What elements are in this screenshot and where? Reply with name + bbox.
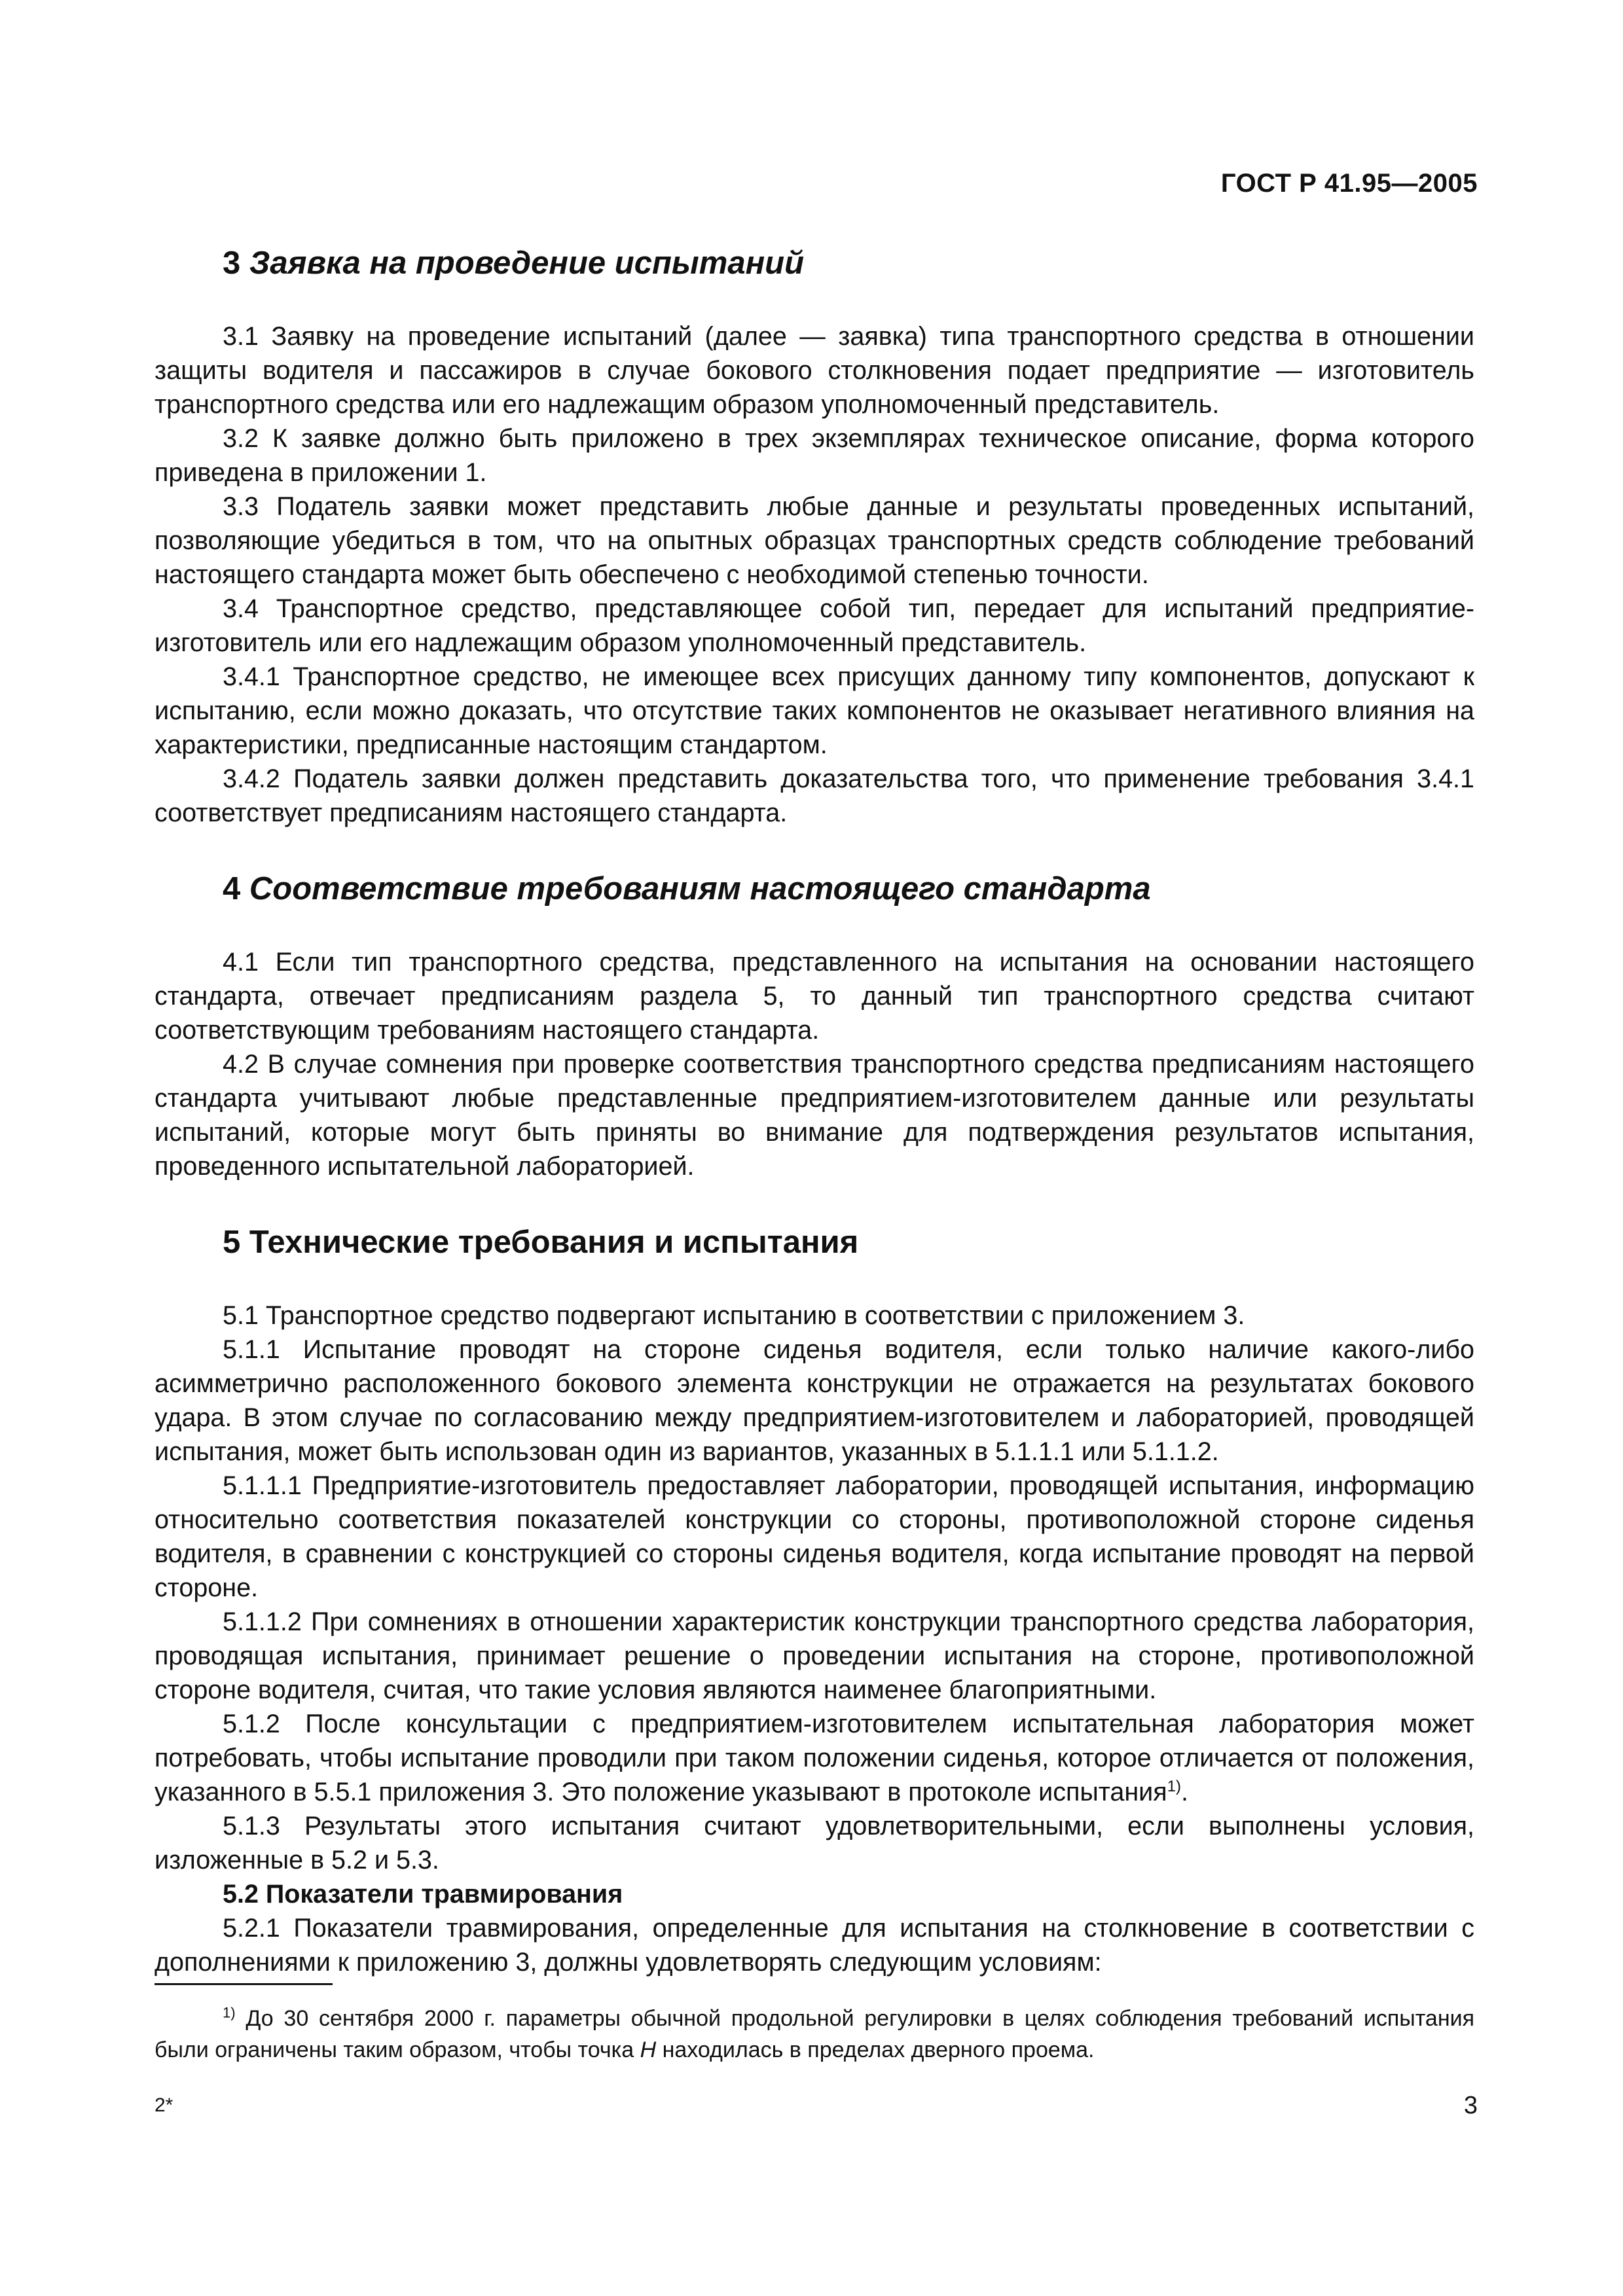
paragraph-5-1-1-1: 5.1.1.1 Предприятие-изготовитель предоставляет лаборатории, проводящей испытания, информацию относительно соответствия показателей конструкции со стороны, противоположной стороне сиденья водителя, в сравнении с конструкцией со стороны сиденья водителя, когда испытание проводят на первой стороне. [155, 1471, 1474, 1602]
section-3-title: Заявка на проведение испытаний [249, 245, 805, 281]
section-5-heading [155, 1223, 1474, 1262]
footnote [155, 2003, 1474, 2066]
paragraph-4-2: 4.2 В случае сомнения при проверке соответствия транспортного средства предписаниям настоящего стандарта учитывают любые представленные предприятием-изготовителем данные или результаты испытаний, которые могут быть приняты во внимание для подтверждения результатов испытания, проведенного испытательной лабораторией. [155, 1050, 1474, 1181]
paragraph-5-1: 5.1 Транспортное средство подвергают испытанию в соответствии с приложением 3. [223, 1301, 1245, 1330]
paragraph-5-1-1: 5.1.1 Испытание проводят на стороне сиденья водителя, если только наличие какого-либо асимметрично расположенного бокового элемента конструкции не отражается на результатах бокового удара. В этом случае по согласованию между предприятием-изготовителем и лабораторией, проводящей испытания, может быть использован один из вариантов, указанных в 5.1.1.1 или 5.1.1.2. [155, 1335, 1474, 1466]
paragraph-5-1-1-2: 5.1.1.2 При сомнениях в отношении характеристик конструкции транспортного средства лаборатория, проводящая испытания, принимает решение о проведении испытания на стороне, противоположной стороне водителя, считая, что такие условия являются наименее благоприятными. [155, 1607, 1474, 1704]
paragraph-3-4-1: 3.4.1 Транспортное средство, не имеющее всех присущих данному типу компонентов, допускают к испытанию, если можно доказать, что отсутствие таких компонентов не оказывает негативного влияния на характеристики, предписанные настоящим стандартом. [155, 662, 1474, 759]
section-5-title: Технические требования и испытания [249, 1225, 859, 1260]
subsection-5-2-heading: 5.2 Показатели травмирования [223, 1880, 623, 1909]
document-code: ГОСТ Р 41.95—2005 [1220, 169, 1478, 198]
section-4-title: Соответствие требованиям настоящего стандарта [249, 871, 1151, 906]
paragraph-5-1-2-text: 5.1.2 После консультации с предприятием-изготовителем испытательная лаборатория может потребовать, чтобы испытание проводили при таком положении сиденья, которое отличается от положения, указанного в 5.5.1 приложения 3. Это положение указывают в протоколе испытания [155, 1710, 1474, 1806]
footnote-point-h: H [640, 2037, 657, 2062]
paragraph-3-4: 3.4 Транспортное средство, представляющее собой тип, передает для испытаний предприятие-изготовитель или его надлежащим образом уполномоченный представитель. [155, 594, 1474, 657]
footnote-mark: 1) [223, 2004, 236, 2021]
footnote-text-a: До 30 сентября 2000 г. параметры обычной продольной регулировки в целях соблюдения требований испытания были ограничены таким образом, чтобы точка [155, 2006, 1474, 2062]
footnote-text-b: находилась в пределах дверного проема. [656, 2037, 1095, 2062]
page-content [155, 243, 1474, 1979]
section-3-heading [155, 243, 1474, 283]
sheet-mark: 2* [155, 2094, 173, 2116]
paragraph-4-1: 4.1 Если тип транспортного средства, представленного на испытания на основании настоящего стандарта, отвечает предписаниям раздела 5, то данный тип транспортного средства считают соответствующим требованиям настоящего стандарта. [155, 948, 1474, 1045]
paragraph-3-4-2: 3.4.2 Податель заявки должен представить доказательства того, что применение требования 3.4.1 соответствует предписаниям настоящего стандарта. [155, 764, 1474, 827]
paragraph-3-1: 3.1 Заявку на проведение испытаний (далее — заявка) типа транспортного средства в отношении защиты водителя и пассажиров в случае бокового столкновения подает предприятие — изготовитель транспортного средства или его надлежащим образом уполномоченный представитель. [155, 322, 1474, 419]
paragraph-5-2-1: 5.2.1 Показатели травмирования, определенные для испытания на столкновение в соответствии с дополнениями к приложению 3, должны удовлетворять следующим условиям: [155, 1914, 1474, 1977]
footnote-divider [155, 1983, 333, 1985]
section-5-number: 5 [223, 1225, 241, 1260]
section-3-number: 3 [223, 245, 241, 281]
paragraph-5-1-3: 5.1.3 Результаты этого испытания считают удовлетворительными, если выполнены условия, изложенные в 5.2 и 5.3. [155, 1812, 1474, 1874]
footnote-ref[interactable]: 1) [1167, 1777, 1181, 1795]
paragraph-5-1-2-end: . [1180, 1778, 1188, 1806]
section-4-heading [155, 869, 1474, 908]
paragraph-5-1-2 [155, 1707, 1474, 1809]
paragraph-3-2: 3.2 К заявке должно быть приложено в трех экземплярах техническое описание, форма которого приведена в приложении 1. [155, 424, 1474, 487]
page-number: 3 [1463, 2092, 1478, 2119]
section-4-number: 4 [223, 871, 241, 906]
paragraph-3-3: 3.3 Податель заявки может представить любые данные и результаты проведенных испытаний, позволяющие убедиться в том, что на опытных образцах транспортных средств соблюдение требований настоящего стандарта может быть обеспечено с необходимой степенью точности. [155, 492, 1474, 589]
